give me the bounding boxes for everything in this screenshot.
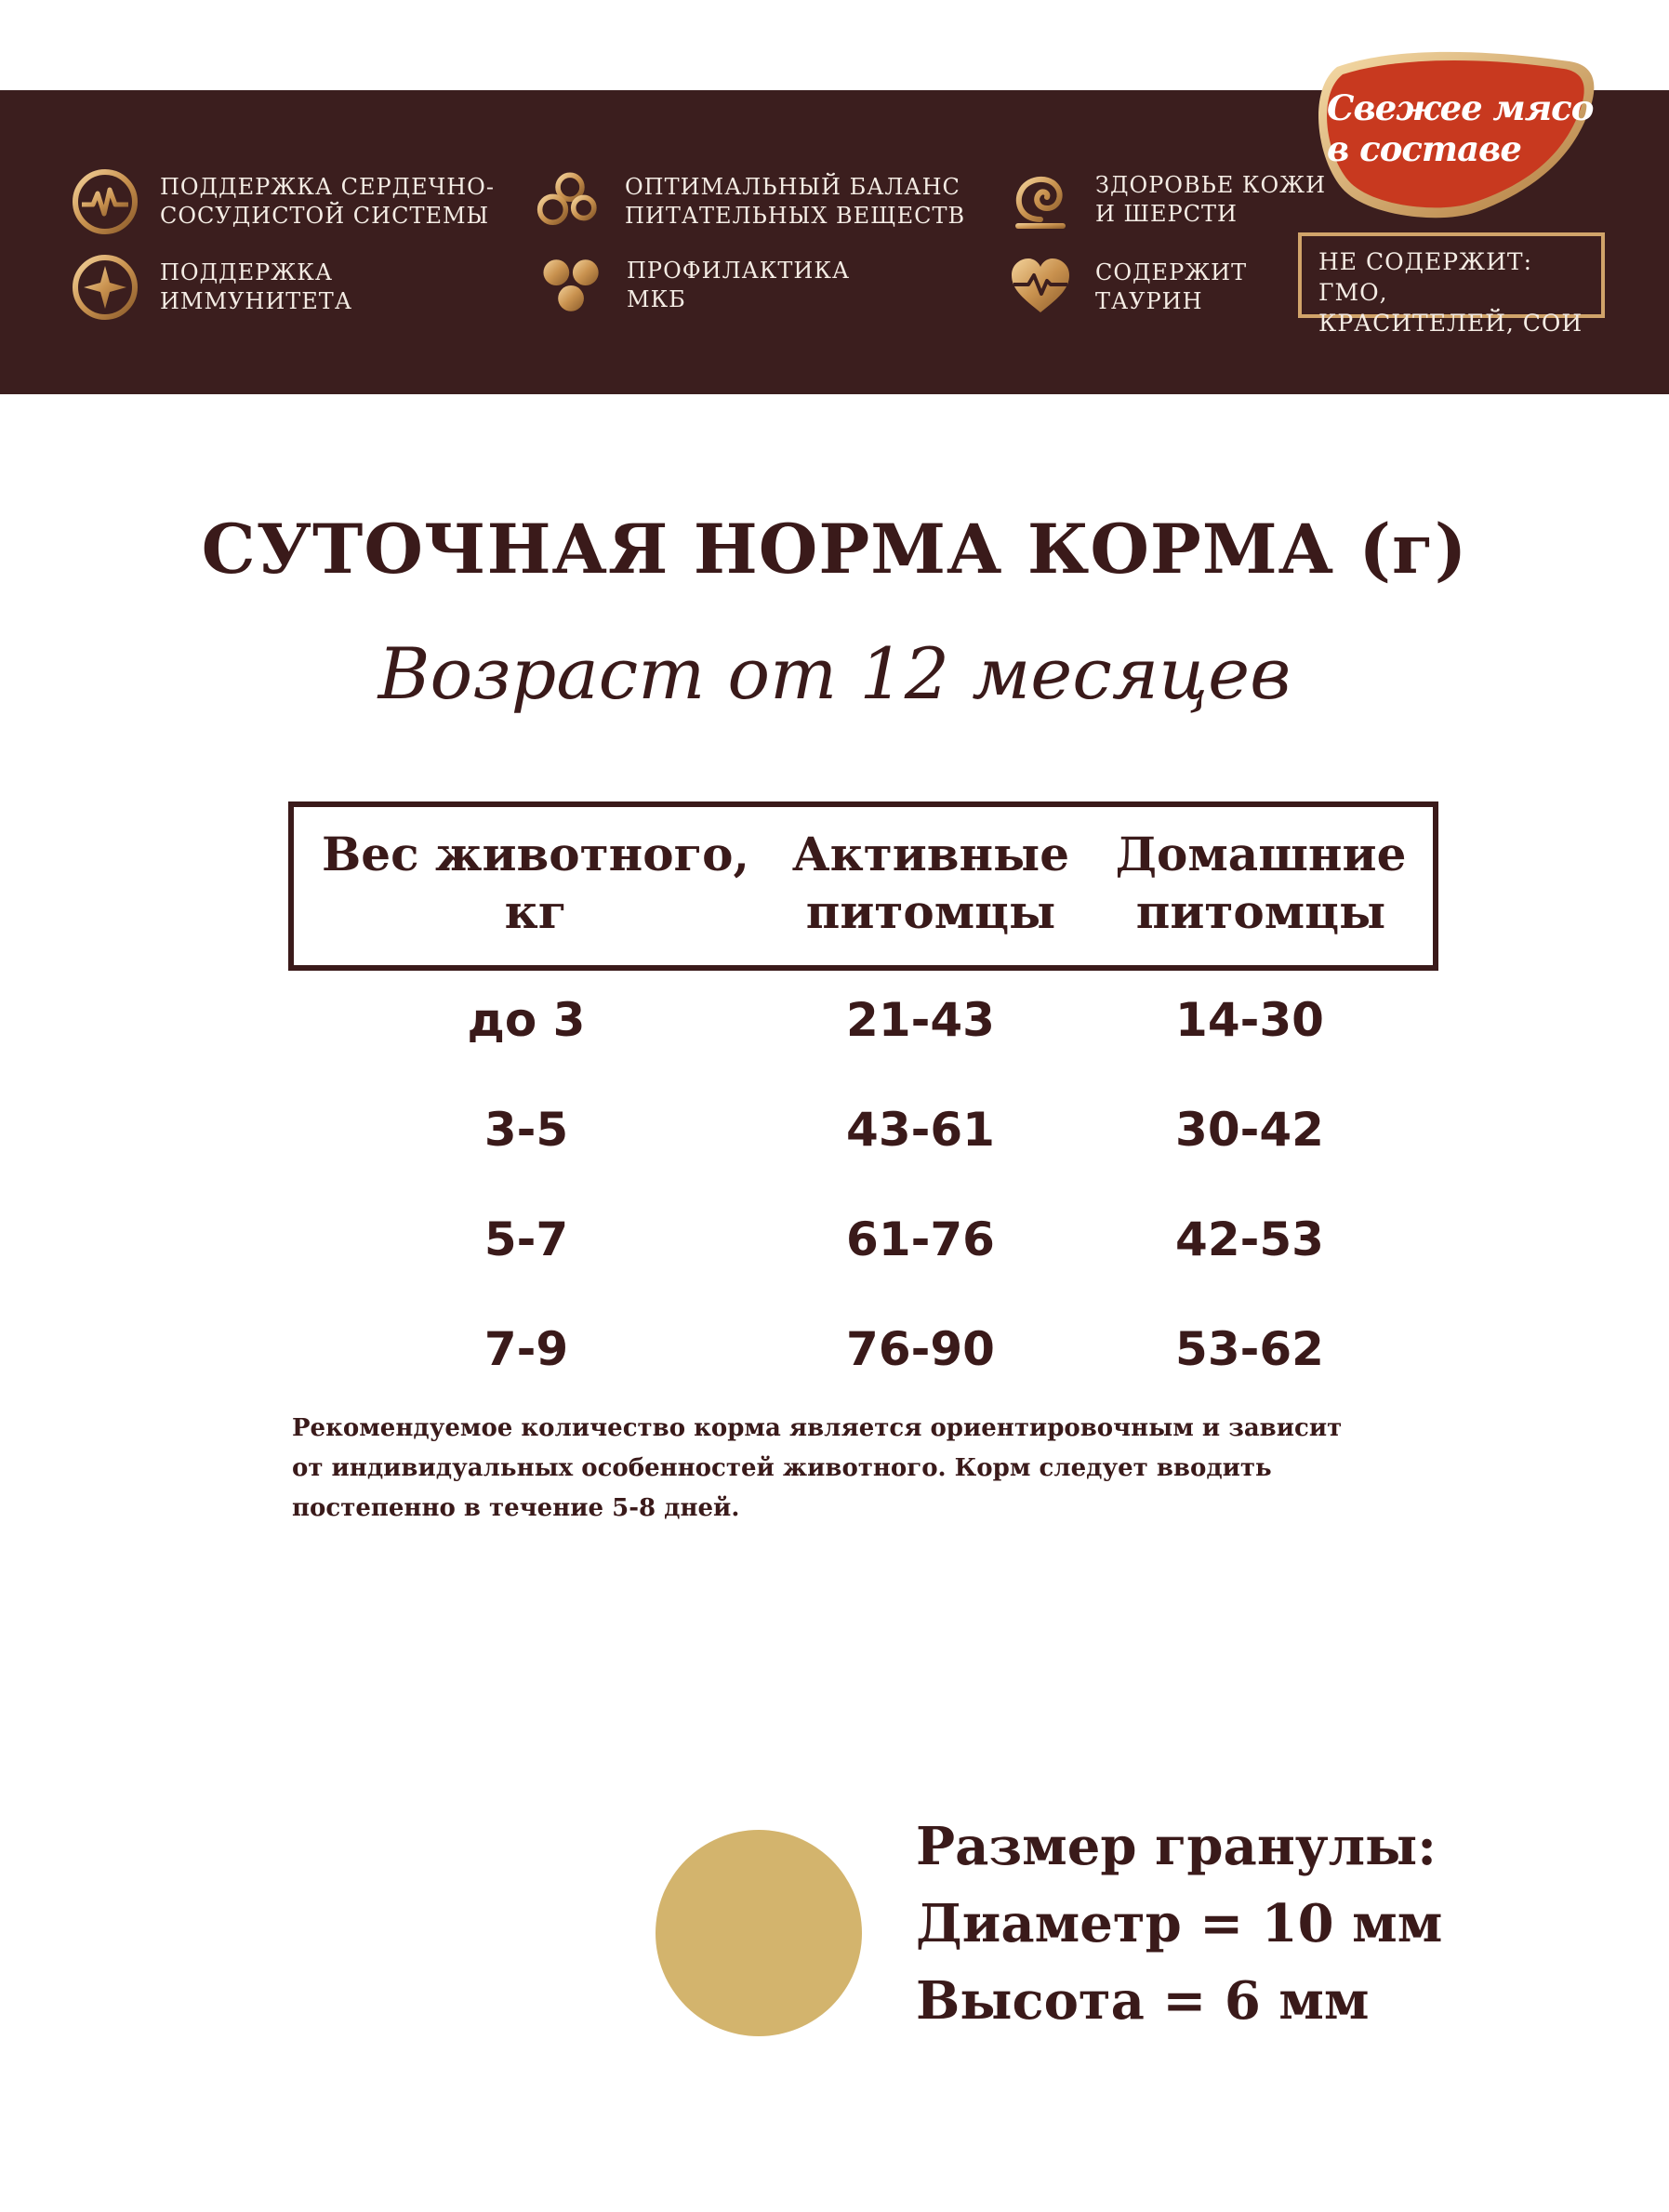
heartbeat-icon bbox=[71, 167, 139, 236]
granule-circle bbox=[656, 1830, 862, 2036]
cell-home: 30-42 bbox=[1175, 1103, 1324, 1157]
column-header-weight: Вес животного, кг bbox=[322, 827, 749, 939]
feature-label: ЗДОРОВЬЕ КОЖИ И ШЕРСТИ bbox=[1095, 172, 1327, 227]
cell-active: 61-76 bbox=[846, 1212, 995, 1266]
granule-title: Размер гранулы: bbox=[916, 1816, 1437, 1877]
feature-kidney bbox=[537, 251, 850, 320]
feature-label: СОДЕРЖИТ ТАУРИН bbox=[1095, 259, 1248, 314]
feature-nutrient-balance bbox=[536, 167, 965, 236]
feature-label: ПОДДЕРЖКА ИММУНИТЕТА bbox=[160, 259, 352, 314]
cell-home: 42-53 bbox=[1175, 1212, 1324, 1266]
feature-skin-fur bbox=[1006, 166, 1326, 234]
fresh-meat-text: Свежее мясо в составе bbox=[1327, 87, 1594, 169]
granule-height: Высота = 6 мм bbox=[916, 1970, 1370, 2032]
feature-taurine bbox=[1006, 253, 1247, 322]
column-header-active: Активные питомцы bbox=[791, 827, 1070, 939]
heart-pulse-icon bbox=[1006, 253, 1075, 322]
feature-immunity bbox=[71, 253, 352, 322]
fur-swirl-icon bbox=[1006, 166, 1075, 234]
no-gmo-label: НЕ СОДЕРЖИТ: ГМО, КРАСИТЕЛЕЙ, СОИ bbox=[1298, 232, 1605, 318]
granule-info bbox=[916, 1808, 1442, 2040]
table-header bbox=[288, 801, 1438, 971]
feeding-note: Рекомендуемое количество корма является ориентировочным и зависит от индивидуальных особенностей животного. Корм следует вводить постепенно в течение 5-8 дней. bbox=[292, 1414, 1343, 1522]
cell-active: 21-43 bbox=[846, 993, 995, 1047]
feature-label: ПОДДЕРЖКА СЕРДЕЧНО- СОСУДИСТОЙ СИСТЕМЫ bbox=[160, 174, 495, 229]
page-subtitle: Возраст от 12 месяцев bbox=[378, 632, 1291, 715]
cell-active: 76-90 bbox=[846, 1322, 995, 1376]
cell-weight: 7-9 bbox=[483, 1322, 569, 1376]
cell-weight: 5-7 bbox=[483, 1212, 569, 1266]
cell-weight: 3-5 bbox=[483, 1103, 569, 1157]
cell-weight: до 3 bbox=[467, 993, 586, 1047]
page-title: СУТОЧНАЯ НОРМА КОРМА (г) bbox=[201, 510, 1468, 589]
immunity-star-icon bbox=[71, 253, 139, 322]
column-header-home: Домашние питомцы bbox=[1115, 827, 1407, 939]
feature-label: ПРОФИЛАКТИКА МКБ bbox=[627, 258, 851, 312]
feature-heart-support bbox=[71, 167, 495, 236]
nutrient-balance-icon bbox=[536, 167, 604, 236]
feature-label: ОПТИМАЛЬНЫЙ БАЛАНС ПИТАТЕЛЬНЫХ ВЕЩЕСТВ bbox=[625, 174, 966, 229]
cell-home: 14-30 bbox=[1175, 993, 1324, 1047]
cell-home: 53-62 bbox=[1175, 1322, 1324, 1376]
kidney-stones-icon bbox=[537, 251, 606, 320]
cell-active: 43-61 bbox=[846, 1103, 995, 1157]
granule-diameter: Диаметр = 10 мм bbox=[916, 1893, 1443, 1954]
